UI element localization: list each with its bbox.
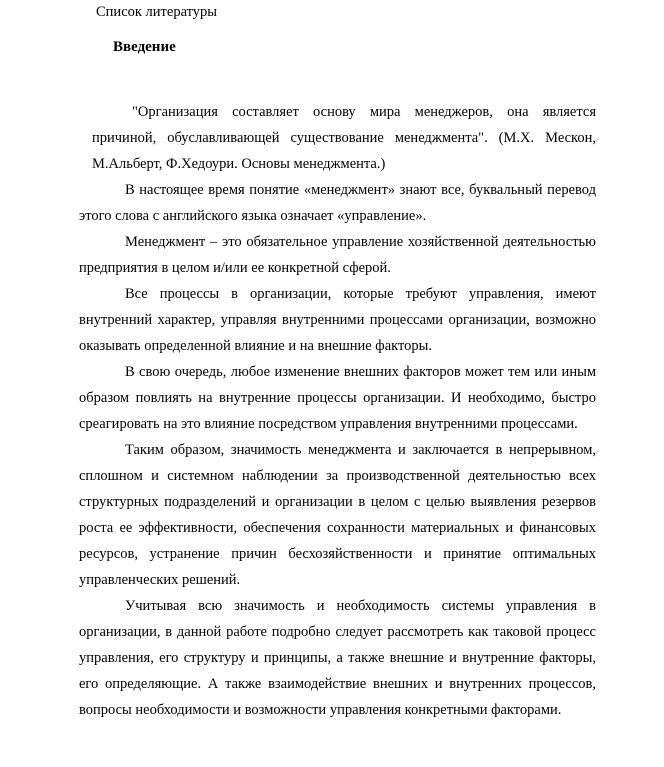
paragraph-1: В настоящее время понятие «менеджмент» знают все, буквальный перевод этого слова с английского языка означает «управление». <box>79 182 596 224</box>
paragraph-4: В свою очередь, любое изменение внешних факторов может тем или иным образом повлиять на внутренние процессы организации. И необходимо, быстро среагировать на это влияние посредством управления внутренними процессами. <box>79 364 596 432</box>
section-heading-introduction: Введение <box>113 39 176 55</box>
body-text <box>79 177 596 723</box>
paragraph-6: Учитывая всю значимость и необходимость системы управления в организации, в данной работе подробно следует рассмотреть как таковой процесс управления, его структуру и принципы, а также внешние и внутренние факторы, его определяющие. А также взаимодействие внешних и внутренних процессов, вопросы необходимости и возможности управления конкретными факторами. <box>79 598 596 718</box>
epigraph-quote: "Организация составляет основу мира менеджеров, она является причиной, обуславливающей существование менеджмента". (М.Х. Мескон, М.Альберт, Ф.Хедоури. Основы менеджмента.) <box>92 104 596 172</box>
paragraph-5: Таким образом, значимость менеджмента и заключается в непрерывном, сплошном и системном наблюдении за производственной деятельностью всех структурных подразделений и организации в целом с целью выявления резервов роста ее эффективности, обеспечения сохранности материальных и финансовых ресурсов, устранение причин бесхозяйственности и принятие оптимальных управленческих решений. <box>79 442 596 588</box>
toc-entry-bibliography: Список литературы <box>96 4 218 20</box>
paragraph-3: Все процессы в организации, которые требуют управления, имеют внутренний характер, управляя внутренними процессами организации, возможно оказывать определенной влияние и на внешние факторы. <box>79 286 596 354</box>
paragraph-2: Менеджмент – это обязательное управление хозяйственной деятельностью предприятия в целом и/или ее конкретной сферой. <box>79 234 596 276</box>
